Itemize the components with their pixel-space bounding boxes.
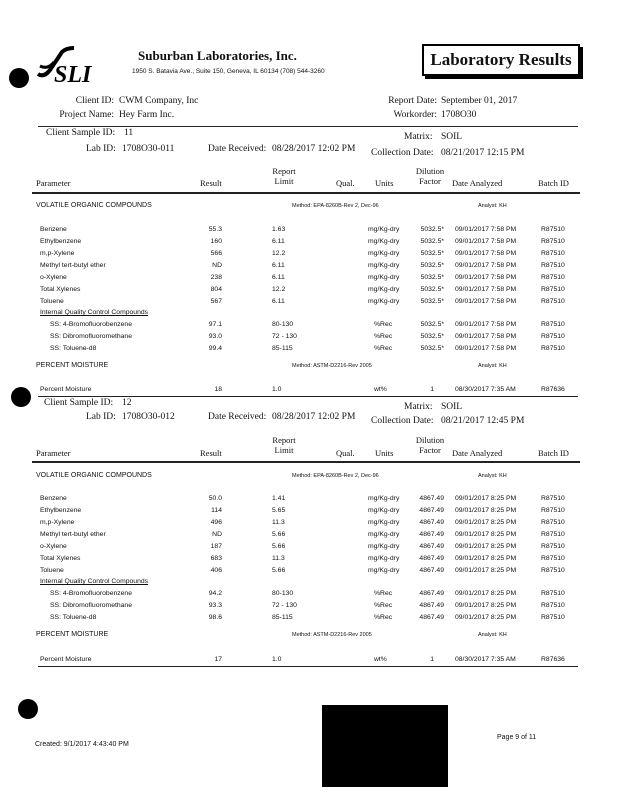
date-cell: 09/01/2017 7:58 PM xyxy=(455,274,517,281)
limit-cell: 5.66 xyxy=(272,543,286,550)
limit-cell: 1.0 xyxy=(272,386,282,393)
batch-cell: R87510 xyxy=(541,507,565,514)
punch-hole-top xyxy=(9,68,29,88)
result-cell: ND xyxy=(212,262,222,269)
dilution-cell: 5032.5* xyxy=(420,262,444,269)
voc-section-title: VOLATILE ORGANIC COMPOUNDS xyxy=(36,472,152,479)
client-id-label: Client ID: xyxy=(75,96,114,106)
workorder-value: 1708O30 xyxy=(441,110,477,120)
section-divider xyxy=(38,666,578,667)
result-cell: 238 xyxy=(210,274,222,281)
dilution-cell: 5032.5* xyxy=(420,226,444,233)
voc-method: Method: EPA-8260B-Rev 2, Dec-96 xyxy=(292,473,379,479)
moisture-method: Method: ASTM-D2216-Rev 2005 xyxy=(292,363,372,369)
result-cell: 406 xyxy=(210,567,222,574)
units-cell: mg/Kg-dry xyxy=(368,298,400,305)
units-cell: mg/Kg-dry xyxy=(368,250,400,257)
dilution-cell: 5032.5* xyxy=(420,345,444,352)
param-cell: Ethylbenzene xyxy=(40,238,82,245)
result-cell: 99.4 xyxy=(208,345,222,352)
lab-id-label: Lab ID: xyxy=(86,412,116,422)
col-date-analyzed: Date Analyzed xyxy=(452,178,503,188)
date-cell: 09/01/2017 8:25 PM xyxy=(455,590,517,597)
date-cell: 09/01/2017 7:58 PM xyxy=(455,262,517,269)
punch-hole-middle xyxy=(11,387,31,407)
table-header-rule xyxy=(32,461,580,463)
matrix-label: Matrix: xyxy=(404,402,433,412)
col-units: Units xyxy=(375,448,394,458)
batch-cell: R87510 xyxy=(541,531,565,538)
moisture-section-title: PERCENT MOISTURE xyxy=(36,362,109,369)
qc-section-title: Internal Quality Control Compounds xyxy=(40,578,149,585)
date-cell: 08/30/2017 7:35 AM xyxy=(455,386,516,393)
units-cell: mg/Kg-dry xyxy=(368,555,400,562)
param-cell: Percent Moisture xyxy=(40,386,92,393)
param-cell: o-Xylene xyxy=(40,274,67,281)
units-cell: mg/Kg-dry xyxy=(368,495,400,502)
client-sample-value: 11 xyxy=(124,128,134,138)
company-logo xyxy=(36,44,102,88)
date-received-value: 08/28/2017 12:02 PM xyxy=(272,144,356,154)
col-qual: Qual. xyxy=(336,178,355,188)
param-cell: Percent Moisture xyxy=(40,656,92,663)
company-name: Suburban Laboratories, Inc. xyxy=(138,48,297,63)
param-cell: Ethylbenzene xyxy=(40,507,82,514)
date-cell: 09/01/2017 8:25 PM xyxy=(455,543,517,550)
result-cell: 55.3 xyxy=(208,226,222,233)
dilution-cell: 5032.5* xyxy=(420,298,444,305)
param-cell: SS: Toluene-d8 xyxy=(50,614,97,621)
param-cell: SS: Dibromofluoromethane xyxy=(50,333,132,340)
voc-analyst: Analyst: KH xyxy=(478,203,507,209)
dilution-cell: 5032.5* xyxy=(420,250,444,257)
logo-text: SLI xyxy=(54,62,92,88)
dilution-cell: 4867.49 xyxy=(419,567,444,574)
moisture-method: Method: ASTM-D2216-Rev 2005 xyxy=(292,632,372,638)
batch-cell: R87510 xyxy=(541,602,565,609)
param-cell: SS: Dibromofluoromethane xyxy=(50,602,132,609)
dilution-cell: 4867.49 xyxy=(419,590,444,597)
lab-id-label: Lab ID: xyxy=(86,144,116,154)
report-date-value: September 01, 2017 xyxy=(441,96,518,106)
dilution-cell: 1 xyxy=(430,656,434,663)
section-divider xyxy=(38,396,578,397)
col-parameter: Parameter xyxy=(36,448,71,458)
date-cell: 09/01/2017 7:58 PM xyxy=(455,238,517,245)
moisture-section-title: PERCENT MOISTURE xyxy=(36,631,109,638)
param-cell: Toluene xyxy=(40,298,64,305)
date-cell: 09/01/2017 8:25 PM xyxy=(455,531,517,538)
batch-cell: R87510 xyxy=(541,543,565,550)
limit-cell: 12.2 xyxy=(272,286,286,293)
redaction-block xyxy=(322,705,448,787)
units-cell: wt% xyxy=(374,656,387,663)
units-cell: %Rec xyxy=(374,333,393,340)
units-cell: %Rec xyxy=(374,602,393,609)
collection-date-label: Collection Date: xyxy=(371,416,434,426)
dilution-cell: 4867.49 xyxy=(419,543,444,550)
units-cell: mg/Kg-dry xyxy=(368,531,400,538)
limit-cell: 72 - 130 xyxy=(272,333,297,340)
param-cell: Methyl tert-butyl ether xyxy=(40,531,106,538)
date-cell: 09/01/2017 8:25 PM xyxy=(455,567,517,574)
result-cell: 17 xyxy=(214,656,222,663)
client-id-value: CWM Company, Inc xyxy=(119,96,199,106)
collection-date-value: 08/21/2017 12:15 PM xyxy=(441,148,525,158)
result-cell: 18 xyxy=(214,386,222,393)
col-parameter: Parameter xyxy=(36,178,71,188)
collection-date-label: Collection Date: xyxy=(371,148,434,158)
dilution-cell: 4867.49 xyxy=(419,602,444,609)
result-cell: 160 xyxy=(210,238,222,245)
col-result: Result xyxy=(200,178,222,188)
result-cell: 567 xyxy=(210,298,222,305)
param-cell: SS: 4-Bromofluorobenzene xyxy=(50,590,132,597)
units-cell: %Rec xyxy=(374,345,393,352)
col-units: Units xyxy=(375,178,394,188)
units-cell: mg/Kg-dry xyxy=(368,286,400,293)
limit-cell: 6.11 xyxy=(272,274,285,281)
dilution-cell: 4867.49 xyxy=(419,519,444,526)
moisture-analyst: Analyst: KH xyxy=(478,363,507,369)
units-cell: mg/Kg-dry xyxy=(368,507,400,514)
dilution-cell: 5032.5* xyxy=(420,333,444,340)
limit-cell: 6.11 xyxy=(272,298,285,305)
header-divider xyxy=(38,126,578,127)
col-dilution: Dilution Factor xyxy=(415,435,445,455)
date-cell: 09/01/2017 7:58 PM xyxy=(455,333,517,340)
param-cell: m,p-Xylene xyxy=(40,250,75,257)
created-timestamp: Created: 9/1/2017 4:43:40 PM xyxy=(35,741,129,748)
limit-cell: 1.41 xyxy=(272,495,286,502)
matrix-label: Matrix: xyxy=(404,132,433,142)
page-number: Page 9 of 11 xyxy=(497,734,537,741)
result-cell: 496 xyxy=(210,519,222,526)
batch-cell: R87510 xyxy=(541,274,565,281)
project-name-value: Hey Farm Inc. xyxy=(119,110,175,120)
limit-cell: 85-115 xyxy=(272,345,293,352)
matrix-value: SOIL xyxy=(441,402,463,412)
batch-cell: R87510 xyxy=(541,590,565,597)
limit-cell: 11.3 xyxy=(272,519,285,526)
batch-cell: R87510 xyxy=(541,262,565,269)
col-report-limit: Report Limit xyxy=(272,435,296,455)
result-cell: 50.0 xyxy=(208,495,222,502)
limit-cell: 11.3 xyxy=(272,555,285,562)
moisture-analyst: Analyst: KH xyxy=(478,632,507,638)
limit-cell: 80-130 xyxy=(272,590,294,597)
qc-section-title: Internal Quality Control Compounds xyxy=(40,309,149,316)
batch-cell: R87510 xyxy=(541,567,565,574)
param-cell: Benzene xyxy=(40,226,67,233)
result-cell: 566 xyxy=(210,250,222,257)
batch-cell: R87510 xyxy=(541,250,565,257)
report-date-label: Report Date: xyxy=(388,96,437,106)
matrix-value: SOIL xyxy=(441,132,463,142)
dilution-cell: 5032.5* xyxy=(420,286,444,293)
collection-date-value: 08/21/2017 12:45 PM xyxy=(441,416,525,426)
date-received-label: Date Received: xyxy=(208,412,267,422)
date-cell: 09/01/2017 7:58 PM xyxy=(455,298,517,305)
units-cell: mg/Kg-dry xyxy=(368,238,400,245)
batch-cell: R87510 xyxy=(541,298,565,305)
limit-cell: 72 - 130 xyxy=(272,602,297,609)
units-cell: mg/Kg-dry xyxy=(368,226,400,233)
limit-cell: 5.66 xyxy=(272,531,286,538)
param-cell: SS: 4-Bromofluorobenzene xyxy=(50,321,132,328)
units-cell: wt% xyxy=(374,386,387,393)
col-result: Result xyxy=(200,448,222,458)
param-cell: Toluene xyxy=(40,567,64,574)
batch-cell: R87510 xyxy=(541,286,565,293)
date-cell: 09/01/2017 8:25 PM xyxy=(455,614,517,621)
dilution-cell: 4867.49 xyxy=(419,614,444,621)
col-qual: Qual. xyxy=(336,448,355,458)
units-cell: mg/Kg-dry xyxy=(368,262,400,269)
param-cell: o-Xylene xyxy=(40,543,67,550)
units-cell: mg/Kg-dry xyxy=(368,567,400,574)
units-cell: mg/Kg-dry xyxy=(368,519,400,526)
batch-cell: R87510 xyxy=(541,519,565,526)
result-cell: 97.1 xyxy=(208,321,222,328)
date-cell: 09/01/2017 8:25 PM xyxy=(455,495,517,502)
col-dilution: Dilution Factor xyxy=(415,166,445,186)
result-cell: ND xyxy=(212,531,222,538)
limit-cell: 1.0 xyxy=(272,656,282,663)
client-sample-value: 12 xyxy=(122,398,132,408)
date-cell: 09/01/2017 7:58 PM xyxy=(455,250,517,257)
batch-cell: R87510 xyxy=(541,345,565,352)
date-cell: 09/01/2017 7:58 PM xyxy=(455,321,517,328)
param-cell: SS: Toluene-d8 xyxy=(50,345,97,352)
batch-cell: R87636 xyxy=(541,386,565,393)
result-cell: 98.6 xyxy=(208,614,222,621)
dilution-cell: 4867.49 xyxy=(419,555,444,562)
units-cell: %Rec xyxy=(374,614,393,621)
units-cell: mg/Kg-dry xyxy=(368,274,400,281)
batch-cell: R87510 xyxy=(541,226,565,233)
dilution-cell: 4867.49 xyxy=(419,507,444,514)
limit-cell: 6.11 xyxy=(272,262,285,269)
project-name-label: Project Name: xyxy=(59,110,114,120)
param-cell: m,p-Xylene xyxy=(40,519,75,526)
result-cell: 93.3 xyxy=(208,602,222,609)
batch-cell: R87510 xyxy=(541,495,565,502)
limit-cell: 12.2 xyxy=(272,250,286,257)
client-sample-label: Client Sample ID: xyxy=(44,398,114,408)
batch-cell: R87510 xyxy=(541,555,565,562)
dilution-cell: 1 xyxy=(430,386,434,393)
date-cell: 09/01/2017 7:58 PM xyxy=(455,226,517,233)
dilution-cell: 4867.49 xyxy=(419,531,444,538)
dilution-cell: 5032.5* xyxy=(420,238,444,245)
col-batch-id: Batch ID xyxy=(538,178,569,188)
client-sample-label: Client Sample ID: xyxy=(46,128,116,138)
col-date-analyzed: Date Analyzed xyxy=(452,448,503,458)
units-cell: %Rec xyxy=(374,321,393,328)
date-received-label: Date Received: xyxy=(208,144,267,154)
dilution-cell: 4867.49 xyxy=(419,495,444,502)
date-cell: 09/01/2017 8:25 PM xyxy=(455,507,517,514)
date-cell: 09/01/2017 8:25 PM xyxy=(455,602,517,609)
param-cell: Total Xylenes xyxy=(40,555,81,562)
limit-cell: 6.11 xyxy=(272,238,285,245)
result-cell: 187 xyxy=(210,543,222,550)
batch-cell: R87636 xyxy=(541,656,565,663)
date-cell: 09/01/2017 8:25 PM xyxy=(455,555,517,562)
batch-cell: R87510 xyxy=(541,321,565,328)
param-cell: Total Xylenes xyxy=(40,286,81,293)
limit-cell: 5.66 xyxy=(272,567,286,574)
col-batch-id: Batch ID xyxy=(538,448,569,458)
voc-section-title: VOLATILE ORGANIC COMPOUNDS xyxy=(36,202,152,209)
date-received-value: 08/28/2017 12:02 PM xyxy=(272,412,356,422)
result-cell: 683 xyxy=(210,555,222,562)
result-cell: 804 xyxy=(210,286,222,293)
param-cell: Benzene xyxy=(40,495,67,502)
batch-cell: R87510 xyxy=(541,333,565,340)
col-report-limit: Report Limit xyxy=(272,166,296,186)
date-cell: 09/01/2017 8:25 PM xyxy=(455,519,517,526)
result-cell: 94.2 xyxy=(208,590,222,597)
batch-cell: R87510 xyxy=(541,238,565,245)
limit-cell: 5.65 xyxy=(272,507,286,514)
date-cell: 09/01/2017 7:58 PM xyxy=(455,345,517,352)
limit-cell: 80-130 xyxy=(272,321,294,328)
punch-hole-bottom xyxy=(18,699,38,719)
dilution-cell: 5032.5* xyxy=(420,321,444,328)
page-title: Laboratory Results xyxy=(422,44,580,76)
voc-analyst: Analyst: KH xyxy=(478,473,507,479)
dilution-cell: 5032.5* xyxy=(420,274,444,281)
table-header-rule xyxy=(32,192,580,194)
units-cell: %Rec xyxy=(374,590,393,597)
limit-cell: 85-115 xyxy=(272,614,293,621)
result-cell: 114 xyxy=(211,507,222,514)
company-address: 1950 S. Batavia Ave., Suite 150, Geneva, IL 60134 (708) 544-3260 xyxy=(132,68,325,75)
result-cell: 93.0 xyxy=(208,333,222,340)
batch-cell: R87510 xyxy=(541,614,565,621)
limit-cell: 1.63 xyxy=(272,226,286,233)
voc-method: Method: EPA-8260B-Rev 2, Dec-96 xyxy=(292,203,379,209)
date-cell: 08/30/2017 7:35 AM xyxy=(455,656,516,663)
lab-id-value: 1708O30-011 xyxy=(122,144,175,154)
units-cell: mg/Kg-dry xyxy=(368,543,400,550)
workorder-label: Workorder: xyxy=(393,110,437,120)
date-cell: 09/01/2017 7:58 PM xyxy=(455,286,517,293)
param-cell: Methyl tert-butyl ether xyxy=(40,262,106,269)
lab-id-value: 1708O30-012 xyxy=(122,412,175,422)
